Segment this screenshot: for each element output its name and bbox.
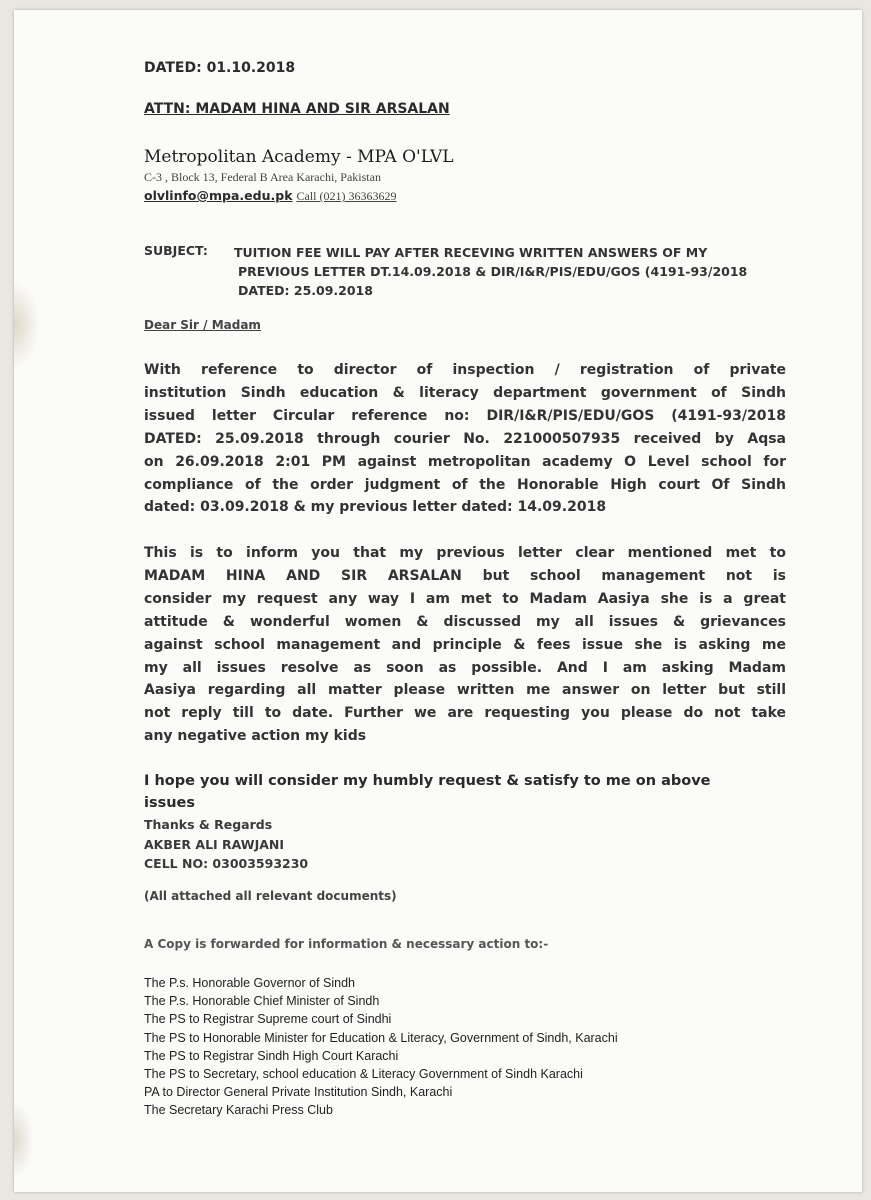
subject-line: DATED: 25.09.2018 (238, 283, 373, 298)
paper-stain (14, 1100, 34, 1180)
subject-line: TUITION FEE WILL PAY AFTER RECEVING WRITTEN ANSWERS OF MY (234, 245, 708, 260)
email-link[interactable]: olvlinfo@mpa.edu.pk (144, 188, 293, 203)
copy-forward-note: A Copy is forwarded for information & necessary action to:- (144, 937, 549, 951)
forward-recipient: The PS to Secretary, school education & Literacy Government of Sindh Karachi (144, 1067, 583, 1082)
paragraph-line: attitude & wonderful women & discussed my all issues & grievances (144, 613, 786, 630)
paragraph-line: on 26.09.2018 2:01 PM against metropolitan academy O Level school for (144, 453, 786, 470)
organization-address: C-3 , Block 13, Federal B Area Karachi, Pakistan (144, 170, 381, 184)
forward-recipient: PA to Director General Private Institution Sindh, Karachi (144, 1085, 453, 1100)
closing-request (144, 770, 784, 814)
signer-name: AKBER ALI RAWJANI (144, 836, 285, 852)
paragraph-line: DATED: 25.09.2018 through courier No. 221000507935 received by Aqsa (144, 430, 786, 447)
paragraph-line: This is to inform you that my previous letter clear mentioned met to (144, 545, 786, 561)
paragraph-reference (144, 359, 786, 519)
paragraph-line: issued letter Circular reference no: DIR/I&R/PIS/EDU/GOS (4191-93/2018 (144, 407, 786, 424)
subject-line: PREVIOUS LETTER DT.14.09.2018 & DIR/I&R/PIS/EDU/GOS (4191-93/2018 (238, 264, 748, 279)
signature-block (144, 815, 308, 874)
paper-stain (14, 280, 40, 370)
subject-block (144, 243, 748, 298)
organization-name: Metropolitan Academy - MPA O'LVL (144, 147, 454, 167)
forward-recipient: The P.s. Honorable Governor of Sindh (144, 976, 356, 990)
forward-recipient: The PS to Registrar Supreme court of Sindhi (144, 1012, 392, 1027)
paragraph-line: my all issues resolve as soon as possible. And I am asking Madam (144, 659, 786, 676)
paragraph-line: MADAM HINA AND SIR ARSALAN but school management not is (144, 567, 786, 584)
paragraph-line: Aasiya regarding all matter please written me answer on letter but still (144, 682, 786, 699)
forward-recipient: The PS to Registrar Sindh High Court Karachi (144, 1048, 399, 1063)
thanks-text: Thanks & Regards (144, 817, 273, 832)
paragraph-line: With reference to director of inspection / registration of private (144, 362, 786, 378)
forward-recipient: The Secretary Karachi Press Club (144, 1103, 333, 1118)
paragraph-line: consider my request any way I am met to Madam Aasiya she is a great (144, 590, 786, 607)
paragraph-line: any negative action my kids (144, 728, 367, 745)
letter-date: DATED: 01.10.2018 (144, 60, 296, 76)
closing-line: I hope you will consider my humbly request & satisfy to me on above (144, 773, 711, 789)
contact-line (144, 188, 397, 204)
subject-text (234, 243, 798, 300)
forward-list (144, 974, 618, 1120)
forward-recipient: The PS to Honorable Minister for Education & Literacy, Government of Sindh, Karachi (144, 1030, 618, 1045)
paragraph-line: not reply till to date. Further we are requesting you please do not take (144, 705, 786, 722)
phone-number: Call (021) 36363629 (296, 189, 397, 203)
subject-label: SUBJECT: (144, 243, 208, 258)
forward-recipient: The P.s. Honorable Chief Minister of Sindh (144, 994, 380, 1009)
attachments-note: (All attached all relevant documents) (144, 889, 397, 903)
paragraph-line: against school management and principle & fees issue she is asking me (144, 636, 786, 653)
attention-line: ATTN: MADAM HINA AND SIR ARSALAN (144, 101, 450, 117)
greeting: Dear Sir / Madam (144, 318, 261, 332)
cell-number: CELL NO: 03003593230 (144, 856, 309, 871)
closing-line: issues (144, 795, 196, 811)
paragraph-line: institution Sindh education & literacy department government of Sindh (144, 384, 786, 401)
paragraph-information (144, 542, 786, 748)
paragraph-line: dated: 03.09.2018 & my previous letter dated: 14.09.2018 (144, 499, 607, 516)
letter-page (14, 10, 862, 1192)
paragraph-line: compliance of the order judgment of the Honorable High court Of Sindh (144, 476, 786, 493)
